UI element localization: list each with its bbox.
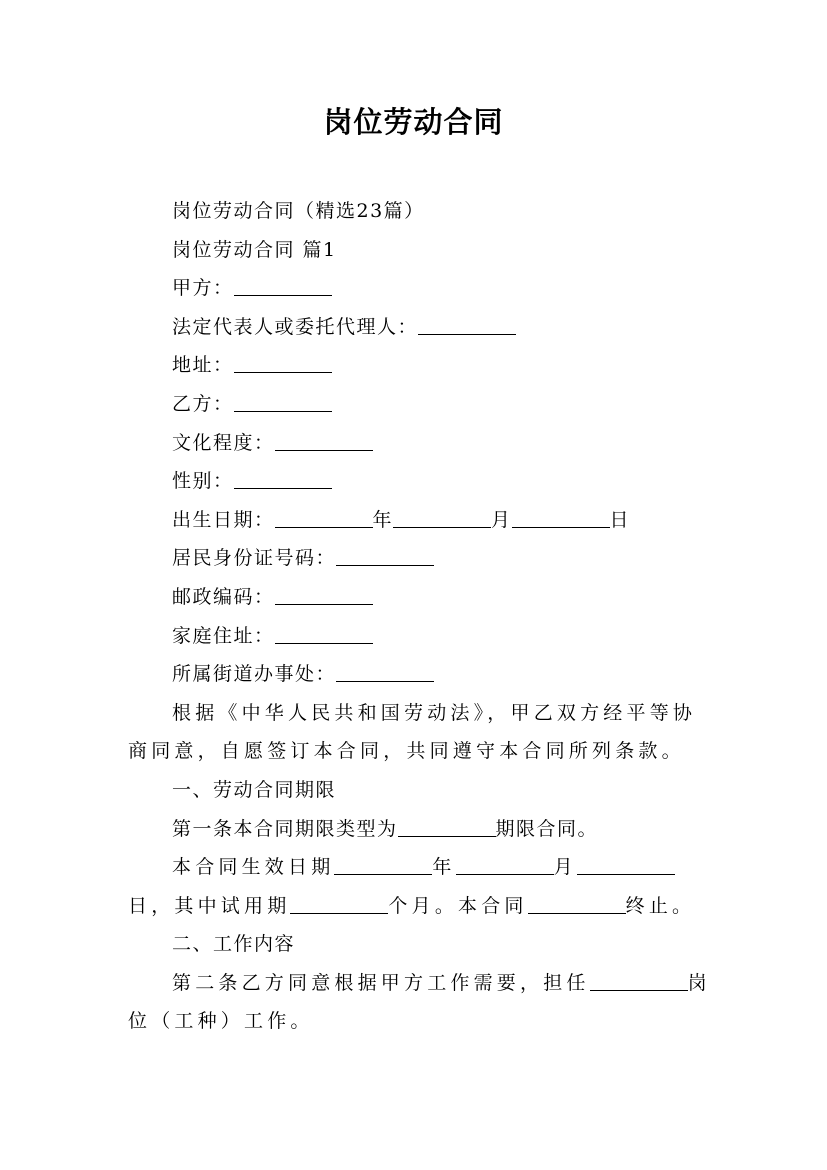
field-party-a	[128, 269, 718, 308]
blank-line	[234, 470, 332, 489]
blank-line	[418, 316, 516, 335]
clause-text: 其中试用期	[174, 894, 291, 917]
month-label: 月	[491, 508, 512, 531]
clause-text: 终止。	[625, 894, 696, 917]
day-label: 日	[609, 508, 631, 531]
field-label: 出生日期：	[172, 508, 275, 531]
blank-line	[512, 509, 610, 528]
field-birth-date	[128, 501, 718, 540]
blank-line	[275, 432, 373, 451]
clause-text: 本合同生效日期	[172, 856, 335, 879]
clause-text: 月	[553, 856, 577, 879]
field-home-address	[128, 617, 718, 656]
blank-line	[234, 277, 332, 296]
blank-line	[334, 856, 432, 875]
field-education	[128, 424, 718, 463]
field-legal-rep	[128, 308, 718, 347]
clause-text: 年	[432, 856, 456, 879]
clause-2	[128, 964, 718, 1041]
clause-text: 岗位（工种）工作。	[128, 971, 711, 1033]
field-label: 家庭住址：	[172, 624, 275, 647]
subtitle: 岗位劳动合同（精选23篇）	[172, 200, 425, 222]
document-body	[128, 192, 718, 1041]
blank-line	[234, 393, 332, 412]
blank-line	[528, 895, 626, 914]
blank-line	[336, 663, 434, 682]
blank-line	[590, 972, 688, 991]
document-title: 岗位劳动合同	[323, 105, 504, 139]
blank-line	[577, 856, 675, 875]
section-heading: 岗位劳动合同 篇1	[172, 238, 337, 261]
blank-line	[290, 895, 388, 914]
blank-line	[456, 856, 554, 875]
field-party-b	[128, 385, 718, 424]
intro-paragraph: 根据《中华人民共和国劳动法》，甲乙双方经平等协商同意，自愿签订本合同，共同遵守本合同所列条款。	[128, 701, 697, 763]
field-label: 邮政编码：	[172, 585, 275, 608]
clause-text: 第一条本合同期限类型为	[172, 817, 398, 840]
field-label: 所属街道办事处：	[172, 663, 337, 686]
field-postcode	[128, 578, 718, 617]
clause-1b	[128, 848, 718, 925]
field-label: 文化程度：	[172, 431, 275, 454]
field-label: 地址：	[172, 354, 234, 377]
field-label: 性别：	[172, 470, 234, 493]
field-label: 法定代表人或委托代理人：	[172, 315, 419, 338]
blank-line	[336, 547, 434, 566]
field-subdistrict	[128, 655, 718, 694]
year-label: 年	[372, 508, 394, 531]
clause-text: 期限合同。	[495, 817, 599, 840]
field-gender	[128, 462, 718, 501]
blank-line	[275, 509, 373, 528]
clause-1	[128, 810, 718, 849]
clause-text: 日，	[128, 894, 175, 917]
field-label: 居民身份证号码：	[172, 547, 337, 570]
field-id-number	[128, 539, 718, 578]
blank-line	[398, 818, 496, 837]
blank-line	[393, 509, 491, 528]
field-address	[128, 346, 718, 385]
clause-text: 个月。本合同	[388, 894, 528, 917]
blank-line	[275, 586, 373, 605]
clause-text: 第二条乙方同意根据甲方工作需要，担任	[172, 971, 590, 994]
blank-line	[275, 625, 373, 644]
blank-line	[234, 354, 332, 373]
field-label: 甲方：	[172, 277, 234, 300]
heading-term: 一、劳动合同期限	[172, 778, 337, 801]
field-label: 乙方：	[172, 392, 234, 415]
heading-work: 二、工作内容	[172, 933, 296, 956]
